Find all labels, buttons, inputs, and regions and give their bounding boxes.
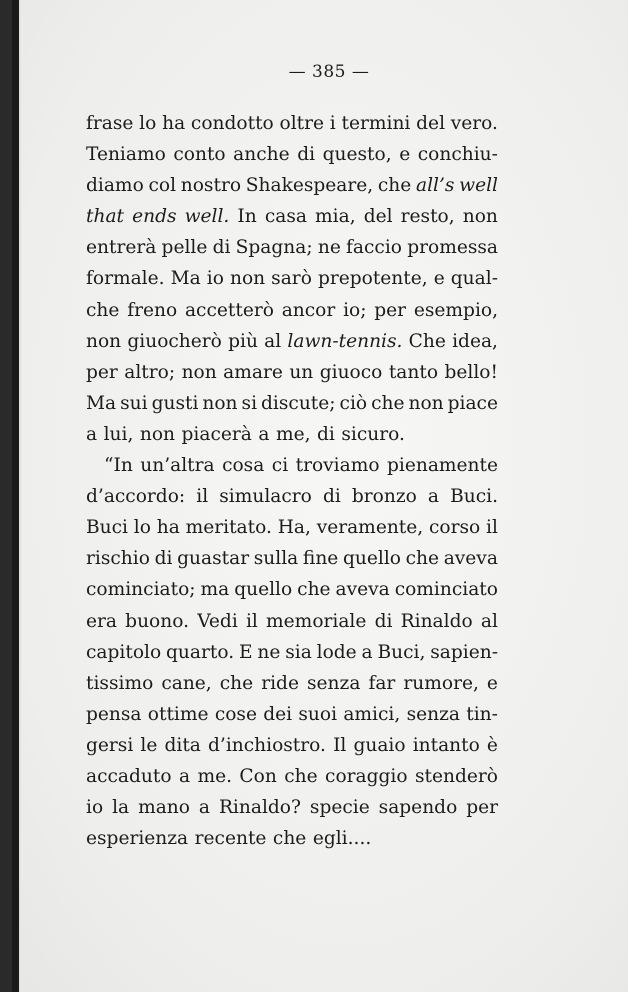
text-line: esperienza recente che egli.... [86, 828, 372, 850]
book-spine-edge [12, 0, 19, 992]
text-line: non giuocherò più al lawn-tennis. Che idea, [86, 330, 498, 352]
text-line: tissimo cane, che ride senza far rumore, e [86, 672, 498, 694]
text-line: capitolo quarto. E ne sia lode a Buci, sapien- [86, 641, 498, 663]
text-line: per altro; non amare un giuoco tanto bello! [86, 361, 498, 383]
text-line: entrerà pelle di Spagna; ne faccio promessa [86, 237, 498, 259]
text-line: Ma sui gusti non si discute; ciò che non piace [86, 392, 498, 414]
text-line: rischio di guastar sulla fine quello che aveva [86, 548, 498, 570]
text-line: io la mano a Rinaldo? specie sapendo per [86, 797, 498, 819]
text-line: gersi le dita d’inchiostro. Il guaio intanto è [86, 734, 498, 756]
text-line: cominciato; ma quello che aveva cominciato [86, 579, 498, 601]
text-line: frase lo ha condotto oltre i termini del vero. [86, 113, 498, 134]
text-line: accaduto a me. Con che coraggio stenderò [86, 765, 498, 787]
text-line: that ends well. In casa mia, del resto, non [86, 206, 498, 228]
text-line: pensa ottime cose dei suoi amici, senza tin- [86, 703, 498, 725]
text-line: “In un’altra cosa ci troviamo pienamente [104, 455, 498, 477]
text-line: diamo col nostro Shakespeare, che all’s well [86, 175, 498, 197]
page-number: — 385 — [288, 62, 370, 82]
body-text [86, 108, 498, 854]
text-line: formale. Ma io non sarò prepotente, e qual- [86, 268, 498, 290]
text-line: era buono. Vedi il memoriale di Rinaldo al [86, 610, 498, 632]
text-line: d’accordo: il simulacro di bronzo a Buci. [86, 486, 498, 508]
text-line: a lui, non piacerà a me, di sicuro. [86, 423, 405, 445]
text-line: Buci lo ha meritato. Ha, veramente, corso il [86, 517, 498, 539]
text-line: Teniamo conto anche di questo, e conchiu- [86, 144, 498, 166]
text-line: che freno accetterò ancor io; per esempio, [86, 299, 498, 321]
